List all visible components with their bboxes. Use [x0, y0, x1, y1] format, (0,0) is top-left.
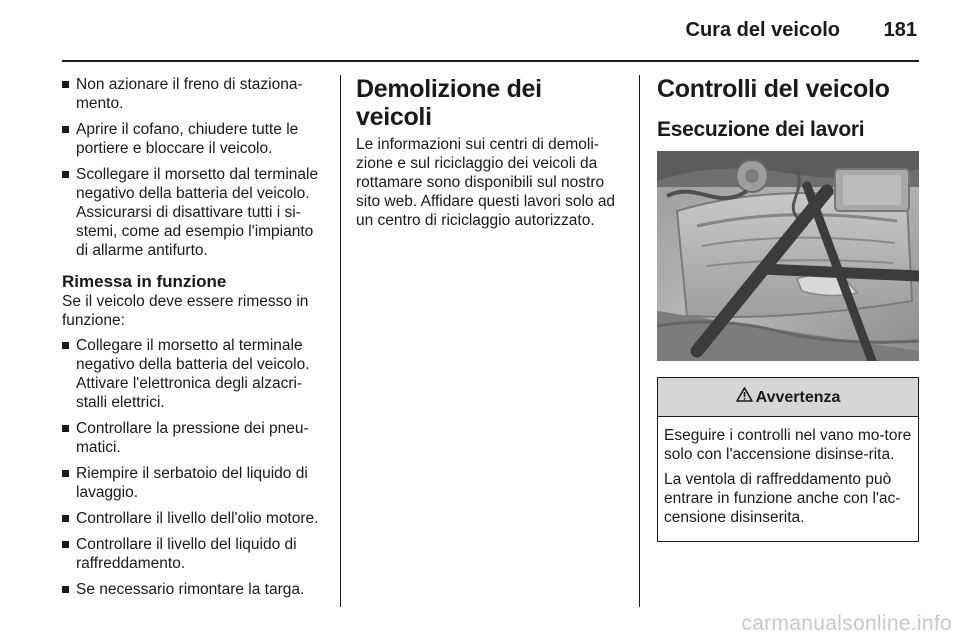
column-middle	[356, 75, 622, 236]
column-right	[657, 75, 919, 542]
engine-bay-photo	[657, 151, 919, 361]
bullet-list	[62, 75, 328, 260]
header-divider	[62, 60, 919, 62]
warning-paragraph: Eseguire i controlli nel vano mo-tore solo con l'accensione disinse-rita.	[664, 427, 912, 463]
list-item: Aprire il cofano, chiudere tutte le portiere e bloccare il veicolo.	[62, 120, 328, 158]
section-subtitle: Esecuzione dei lavori	[657, 118, 865, 141]
list-item: Controllare il livello del liquido di raffreddamento.	[62, 535, 328, 573]
page-title: Cura del veicolo	[685, 19, 840, 41]
section-title: Controlli del veicolo	[657, 75, 890, 103]
warning-body	[658, 417, 918, 541]
body-paragraph: Le informazioni sui centri di demoli-zione e sul riciclaggio dei veicoli da rottamare sono disponibili sul nostro sito web. Affidare questi lavori solo ad un centro di riciclaggio autorizzato.	[356, 136, 616, 229]
column-left	[62, 75, 328, 606]
column-divider	[639, 75, 640, 607]
watermark: carmanualsonline.info	[741, 612, 952, 635]
list-item: Controllare la pressione dei pneu-matici.	[62, 419, 328, 457]
page-number: 181	[883, 19, 917, 41]
list-item: Non azionare il freno di staziona-mento.	[62, 75, 328, 113]
section-title: Demolizione dei veicoli	[356, 75, 542, 131]
column-divider	[340, 75, 341, 607]
warning-paragraph: La ventola di raffreddamento può entrare in funzione anche con l'ac-censione disinserita.	[664, 471, 901, 526]
page-header	[0, 0, 960, 62]
list-item: Riempire il serbatoio del liquido di lavaggio.	[62, 464, 328, 502]
list-item: Collegare il morsetto al terminale negativo della batteria del veicolo. Attivare l'elettronica degli alzacri-stalli elettrici.	[62, 336, 328, 412]
list-item: Controllare il livello dell'olio motore.	[62, 509, 328, 528]
list-item: Scollegare il morsetto dal terminale negativo della batteria del veicolo. Assicurarsi di disattivare tutti i si-stemi, come ad esempio l'impianto di allarme antifurto.	[62, 165, 328, 260]
warning-box	[657, 377, 919, 542]
intro-text: Se il veicolo deve essere rimesso in funzione:	[62, 293, 309, 329]
warning-header	[658, 378, 918, 417]
section-title: Rimessa in funzione	[62, 272, 227, 291]
list-item: Se necessario rimontare la targa.	[62, 580, 328, 599]
warning-title: Avvertenza	[755, 388, 841, 406]
warning-triangle-icon	[736, 387, 753, 407]
bullet-list	[62, 336, 328, 599]
